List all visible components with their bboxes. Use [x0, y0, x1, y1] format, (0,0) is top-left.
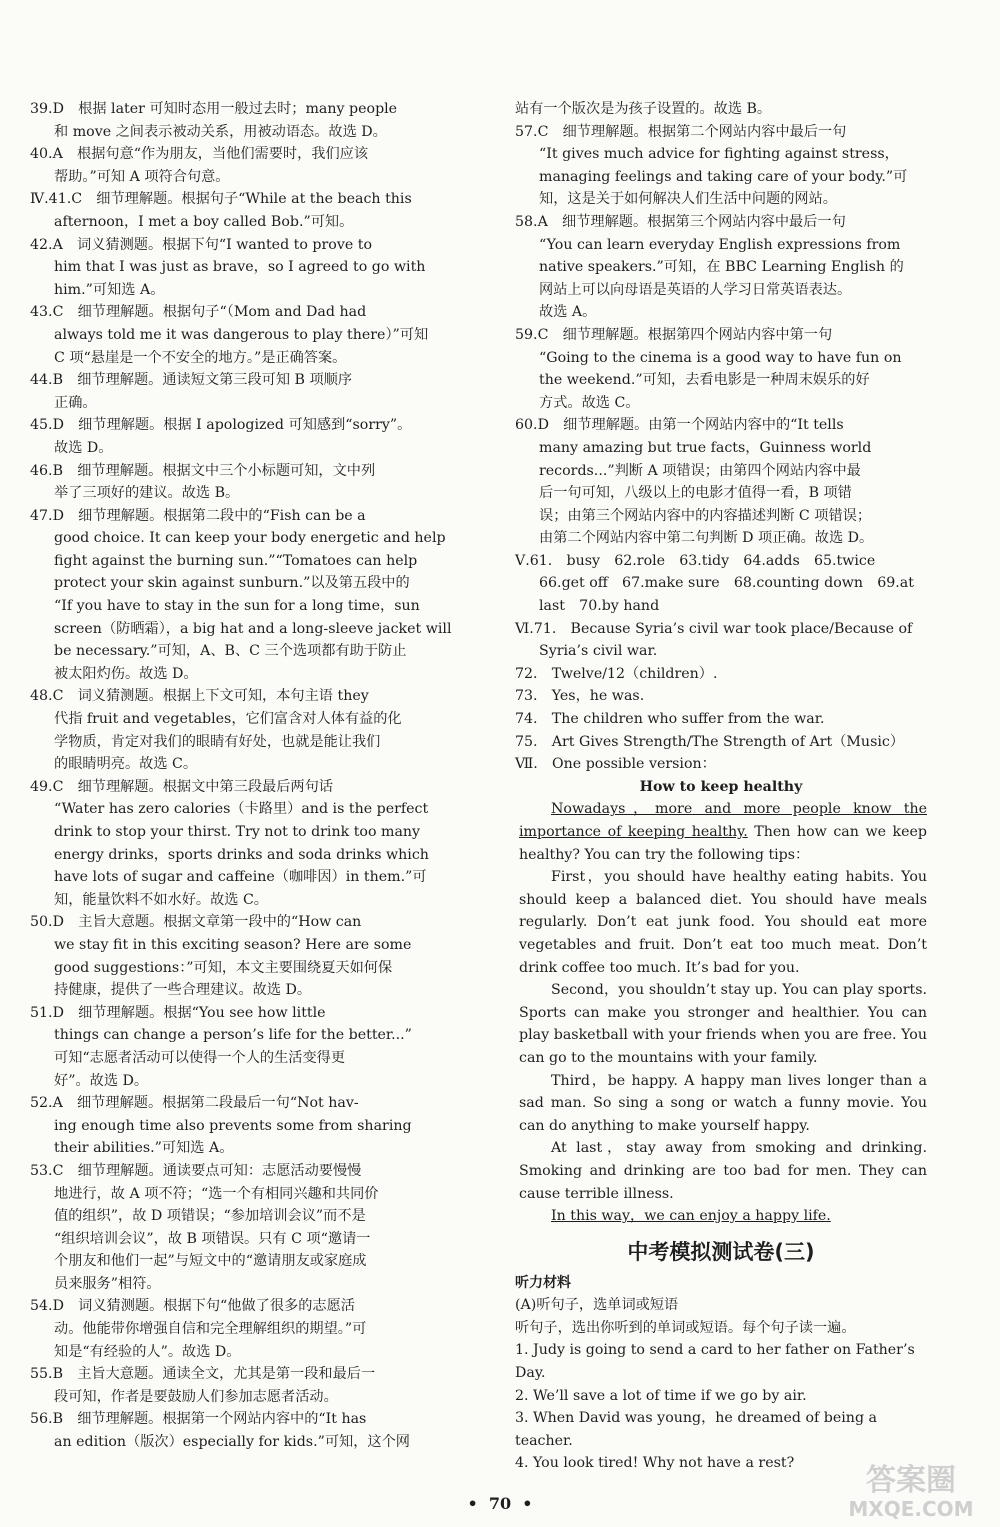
answer-text: 段可知，作者是要鼓励人们参加志愿者活动。 — [54, 1388, 338, 1405]
answer-continuation — [30, 550, 462, 573]
answer-line — [515, 121, 927, 144]
answer-item — [515, 324, 927, 414]
answer-continuation — [515, 640, 927, 663]
answer-item — [30, 505, 462, 686]
answer-number: 74. — [515, 711, 552, 728]
answer-text: 细节理解题。根据第二段中的“Fish can be a — [78, 507, 366, 524]
answer-line — [30, 188, 462, 211]
answer-text: 代指 fruit and vegetables，它们富含对人体有益的化 — [54, 711, 402, 728]
answer-continuation — [30, 595, 462, 618]
answer-item — [515, 708, 927, 731]
answer-line — [30, 1092, 462, 1115]
answer-item — [515, 550, 927, 618]
answer-text: 动。他能带你增强自信和完全理解组织的期望。”可 — [54, 1321, 367, 1338]
answer-text: him.”可知选 A。 — [54, 281, 165, 298]
answer-number: 49.C — [30, 778, 78, 795]
answer-text: 故选 A。 — [539, 304, 597, 321]
answer-line — [30, 414, 462, 437]
answer-item — [515, 753, 927, 776]
answer-text: “组织培训会议”，故 B 项错误。只有 C 项“邀请一 — [54, 1230, 371, 1247]
answer-continuation — [30, 1183, 462, 1206]
answer-text: 个朋友和他们一起”与短文中的“邀请朋友或家庭成 — [54, 1253, 367, 1270]
answer-item — [30, 460, 462, 505]
answer-text: Twelve/12（children）. — [551, 665, 718, 682]
answer-continuation — [30, 347, 462, 370]
answer-continuation — [30, 121, 462, 144]
answer-line — [30, 776, 462, 799]
answer-line — [30, 685, 462, 708]
page-number-value: 70 — [488, 1494, 512, 1513]
answer-item — [30, 911, 462, 1001]
answer-text: 根据句意“作为朋友，当他们需要时，我们应该 — [77, 146, 369, 163]
answer-line — [30, 505, 462, 528]
answer-continuation — [30, 527, 462, 550]
answer-item — [515, 121, 927, 211]
answer-text: 66.get off 67.make sure 68.counting down 69.at — [539, 575, 914, 592]
answer-number: Ⅳ.41.C — [30, 191, 97, 208]
answer-continuation — [30, 866, 462, 889]
answer-text: “Water has zero calories（卡路里）and is the perfect — [54, 801, 429, 818]
essay-paragraph-2: First，you should have healthy eating habits. You should keep a balanced diet. You should have meals regularly. Don’t eat junk food. You should eat more vegetables and fruit. Don’t eat too much meat. Don’t drink coffee too much. It’s bad for you. — [519, 869, 927, 976]
answer-text: 举了三项好的建议。故选 B。 — [54, 485, 240, 502]
answer-text: good suggestions：”可知，本文主要围绕夏天如何保 — [54, 959, 393, 976]
answer-text: 网站上可以向母语是英语的人学习日常英语表达。 — [539, 281, 852, 298]
answer-text: Yes，he was. — [551, 688, 645, 705]
answer-continuation — [515, 234, 927, 257]
answer-text: 细节理解题。由第一个网站内容中的“It tells — [563, 417, 844, 434]
answer-text: 后一句可知，八级以上的电影才值得一看，B 项错 — [539, 485, 852, 502]
answer-line — [30, 234, 462, 257]
listening-sentence: 2. We’ll save a lot of time if we go by air. — [515, 1387, 807, 1404]
answer-item — [515, 98, 927, 121]
answer-text: “If you have to stay in the sun for a long time，sun — [54, 598, 420, 615]
answer-continuation — [30, 618, 462, 641]
answer-continuation — [515, 595, 927, 618]
answer-continuation — [30, 572, 462, 595]
answer-item — [30, 1363, 462, 1408]
answer-text: Art Gives Strength/The Strength of Art（Music） — [551, 733, 905, 750]
answer-continuation — [30, 934, 462, 957]
answer-text: 细节理解题。根据文中第三段最后两句话 — [77, 778, 333, 795]
answer-text: 的眼睛明亮。故选 C。 — [54, 756, 198, 773]
answer-text: 细节理解题。根据 I apologized 可知感到“sorry”。 — [78, 417, 412, 434]
answer-text: 站有一个版次是为孩子设置的。故选 B。 — [515, 101, 772, 117]
answer-line — [515, 663, 927, 686]
answer-line — [515, 550, 927, 573]
answer-number: 48.C — [30, 688, 78, 705]
answer-number: 40.A — [30, 146, 77, 163]
answer-text: 词义猜测题。根据下句“I wanted to prove to — [77, 236, 372, 253]
answer-text: 细节理解题。根据第一个网站内容中的“It has — [77, 1411, 367, 1428]
listening-sentence: 1. Judy is going to send a card to her father on Father’s Day. — [515, 1342, 915, 1382]
answer-continuation — [30, 708, 462, 731]
answer-continuation — [515, 572, 927, 595]
answer-continuation — [30, 1386, 462, 1409]
essay-closing-underlined: In this way，we can enjoy a happy life. — [551, 1208, 831, 1225]
answer-continuation — [30, 482, 462, 505]
answer-number: 52.A — [30, 1095, 77, 1112]
answer-text: 可知“志愿者活动可以使得一个人的生活变得更 — [54, 1049, 346, 1066]
answer-text: Because Syria’s civil war took place/Because of — [570, 620, 913, 637]
answer-text: ing enough time also prevents some from sharing — [54, 1117, 412, 1134]
answer-continuation — [30, 957, 462, 980]
answer-text: the weekend.”可知，去看电影是一种周末娱乐的好 — [539, 372, 870, 389]
answer-continuation — [30, 392, 462, 415]
answer-text: 好”。故选 D。 — [54, 1072, 149, 1089]
answer-line — [30, 1295, 462, 1318]
answer-text: 知是“有经验的人”。故选 D。 — [54, 1343, 241, 1360]
answer-text: Syria’s civil war. — [539, 643, 658, 660]
answer-text: 故选 D。 — [54, 439, 113, 456]
answer-text: we stay fit in this exciting season? Here are some — [54, 936, 412, 953]
answer-item — [515, 685, 927, 708]
answer-number: 51.D — [30, 1004, 79, 1021]
answer-number: 58.A — [515, 213, 562, 230]
answer-text: 细节理解题。根据第二段最后一句“Not hav- — [77, 1095, 359, 1112]
right-column — [515, 98, 927, 1475]
answer-text: fight against the burning sun.”“Tomatoes can help — [54, 552, 418, 569]
answer-continuation — [30, 256, 462, 279]
answer-text: One possible version： — [552, 756, 716, 773]
answer-text: energy drinks，sports drinks and soda drinks which — [54, 846, 429, 863]
answer-number: 46.B — [30, 462, 78, 479]
answer-continuation — [30, 844, 462, 867]
answer-number: 45.D — [30, 417, 79, 434]
essay-title: How to keep healthy — [639, 778, 803, 795]
answer-continuation — [30, 279, 462, 302]
answer-number: 50.D — [30, 914, 79, 931]
answer-continuation — [515, 256, 927, 279]
answer-number: 56.B — [30, 1411, 78, 1428]
answer-text: 细节理解题。通读短文第三段可知 B 项顺序 — [77, 372, 353, 389]
answer-item — [30, 143, 462, 188]
answer-item — [30, 685, 462, 775]
answer-number: 72. — [515, 665, 552, 682]
answer-continuation — [30, 1273, 462, 1296]
answer-item — [30, 1408, 462, 1453]
answer-item — [30, 1092, 462, 1160]
section-a-heading: (A)听句子，选单词或短语 — [515, 1297, 679, 1314]
answer-text: drink to stop your thirst. Try not to drink too many — [54, 824, 421, 840]
answer-item — [30, 234, 462, 302]
answer-line — [515, 324, 927, 347]
answer-continuation — [515, 482, 927, 505]
answer-continuation — [30, 324, 462, 347]
answer-text: afternoon，I met a boy called Bob.”可知。 — [54, 213, 354, 230]
answer-text: “It gives much advice for fighting against stress， — [539, 146, 899, 163]
answer-text: 由第二个网站内容中第二句判断 D 项正确。故选 D。 — [539, 530, 874, 547]
answer-line — [30, 301, 462, 324]
answer-continuation — [30, 1318, 462, 1341]
answer-continuation — [30, 1024, 462, 1047]
answer-continuation — [30, 1431, 462, 1454]
answer-text: good choice. It can keep your body energetic and help — [54, 530, 446, 547]
answer-text: managing feelings and taking care of your body.”可 — [539, 168, 908, 185]
answer-text: 细节理解题。根据句子“（Mom and Dad had — [77, 304, 367, 321]
answer-line — [30, 1160, 462, 1183]
answer-continuation — [30, 1228, 462, 1251]
answer-line — [515, 753, 927, 776]
answer-line — [30, 143, 462, 166]
listening-heading: 听力材料 — [515, 1274, 571, 1291]
answer-continuation — [515, 188, 927, 211]
answer-continuation — [30, 821, 462, 844]
answer-text: 方式。故选 C。 — [539, 394, 640, 411]
svg-text:MXQE.COM: MXQE.COM — [848, 1497, 974, 1521]
answer-number: 39.D — [30, 101, 79, 117]
answer-continuation — [30, 211, 462, 234]
mock-test-title: 中考模拟测试卷(三) — [627, 1239, 815, 1264]
left-column — [30, 98, 462, 1454]
answer-continuation — [515, 301, 927, 324]
answer-text: 正确。 — [54, 394, 97, 411]
answer-continuation — [30, 979, 462, 1002]
answer-number: 55.B — [30, 1366, 78, 1383]
answer-text: him that I was just as brave，so I agreed to go with — [54, 259, 426, 276]
answer-line — [515, 211, 927, 234]
answer-item — [515, 663, 927, 686]
answer-continuation — [30, 889, 462, 912]
answer-continuation — [30, 731, 462, 754]
answer-text: screen（防晒霜），a big hat and a long-sleeve jacket will — [54, 620, 452, 637]
answer-item — [515, 414, 927, 550]
answer-continuation — [515, 437, 927, 460]
answer-continuation — [30, 1137, 462, 1160]
answer-text: 学物质，肯定对我们的眼睛有好处，也就是能让我们 — [54, 733, 381, 750]
answer-line — [515, 731, 927, 754]
answer-line — [30, 369, 462, 392]
answer-number: 59.C — [515, 326, 563, 343]
listening-sentences — [515, 1339, 927, 1475]
answer-item — [30, 776, 462, 912]
answer-text: last 70.by hand — [539, 598, 660, 615]
answer-text: have lots of sugar and caffeine（咖啡因）in them.”可 — [54, 869, 427, 886]
svg-text:答案圈: 答案圈 — [866, 1463, 956, 1498]
answer-number: Ⅶ. — [515, 756, 553, 773]
answer-text: 主旨大意题。通读全文，尤其是第一段和最后一 — [77, 1366, 376, 1383]
answer-line — [30, 98, 462, 121]
answer-text: records...”判断 A 项错误；由第四个网站内容中最 — [539, 462, 861, 479]
essay-paragraph-6 — [515, 1205, 927, 1228]
answer-text: native speakers.”可知，在 BBC Learning English 的 — [539, 259, 904, 276]
essay-paragraph-1 — [515, 798, 927, 866]
answer-number: Ⅴ.61. — [515, 552, 567, 569]
answer-continuation — [515, 392, 927, 415]
answer-text: 和 move 之间表示被动关系，用被动语态。故选 D。 — [54, 123, 387, 140]
answer-continuation — [30, 640, 462, 663]
answer-text: 细节理解题。根据文中三个小标题可知，文中列 — [77, 462, 376, 479]
answer-text: 细节理解题。根据第四个网站内容中第一句 — [562, 326, 833, 343]
answer-number: 43.C — [30, 304, 78, 321]
answer-number: 73. — [515, 688, 552, 705]
answer-continuation — [30, 753, 462, 776]
answer-continuation — [515, 369, 927, 392]
answer-item — [30, 188, 462, 233]
answer-continuation — [515, 460, 927, 483]
answer-text: their abilities.”可知选 A。 — [54, 1140, 234, 1157]
answer-number: 75. — [515, 733, 552, 750]
answer-item — [30, 1002, 462, 1092]
answer-list-right — [515, 98, 927, 776]
answer-continuation — [515, 166, 927, 189]
answer-number: 60.D — [515, 417, 564, 434]
answer-text: an edition（版次）especially for kids.”可知，这个网 — [54, 1434, 410, 1451]
answer-text: many amazing but true facts，Guinness world — [539, 439, 872, 456]
answer-line — [515, 685, 927, 708]
answer-line — [30, 911, 462, 934]
answer-continuation — [515, 143, 927, 166]
page-number: • 70 • — [467, 1494, 533, 1513]
answer-text: “You can learn everyday English expressions from — [539, 236, 901, 253]
answer-number: 57.C — [515, 123, 563, 140]
listening-sentence: 4. You look tired! Why not have a rest? — [515, 1455, 795, 1472]
answer-text: protect your skin against sunburn.”以及第五段中的 — [54, 575, 410, 592]
answer-line — [515, 708, 927, 731]
answer-text: 帮助。”可知 A 项符合句意。 — [54, 168, 230, 185]
answer-text: busy 62.role 63.tidy 64.adds 65.twice — [566, 552, 876, 569]
answer-item — [30, 369, 462, 414]
answer-item — [30, 414, 462, 459]
listening-sentence: 3. When David was young，he dreamed of being a teacher. — [515, 1410, 877, 1449]
answer-item — [30, 301, 462, 369]
answer-line — [30, 1363, 462, 1386]
answer-continuation — [30, 166, 462, 189]
answer-text: be necessary.”可知，A、B、C 三个选项都有助于防止 — [54, 643, 407, 660]
answer-number: 42.A — [30, 236, 77, 253]
answer-text: 知，能量饮料不如水好。故选 C。 — [54, 891, 268, 908]
watermark-logo — [826, 1458, 996, 1522]
answer-text: 细节理解题。根据“You see how little — [78, 1004, 326, 1021]
answer-continuation — [30, 1070, 462, 1093]
answer-line — [30, 1408, 462, 1431]
answer-item — [515, 211, 927, 324]
answer-continuation — [515, 505, 927, 528]
answer-continuation — [30, 1341, 462, 1364]
answer-continuation — [30, 1115, 462, 1138]
essay-opening-rest: Then how can we keep healthy? You can try the following tips： — [519, 824, 928, 863]
answer-continuation — [30, 798, 462, 821]
essay-paragraph-5: At last，stay away from smoking and drinking. Smoking and drinking are too bad for men. They can cause terrible illness. — [519, 1140, 927, 1202]
answer-text: always told me it was dangerous to play there）”可知 — [54, 326, 429, 343]
answer-text: things can change a person’s life for the better...” — [54, 1027, 412, 1044]
answer-continuation — [515, 98, 927, 121]
answer-line — [30, 460, 462, 483]
answer-text: “Going to the cinema is a good way to have fun on — [539, 349, 902, 366]
answer-item — [515, 731, 927, 754]
answer-line — [515, 414, 927, 437]
answer-number: 53.C — [30, 1162, 78, 1179]
answer-text: C 项“悬崖是一个不安全的地方。”是正确答案。 — [54, 349, 347, 366]
answer-text: The children who suffer from the war. — [551, 711, 825, 728]
answer-item — [30, 1295, 462, 1363]
answer-text: 根据 later 可知时态用一般过去时；many people — [78, 101, 398, 117]
answer-text: 主旨大意题。根据文章第一段中的“How can — [78, 914, 362, 931]
essay-opening-underlined: Nowadays，more and more people know the importance of keeping healthy. — [519, 801, 927, 840]
answer-text: 细节理解题。根据第二个网站内容中最后一句 — [562, 123, 847, 140]
essay-paragraph-3: Second，you shouldn’t stay up. You can play sports. Sports can make you stronger and healthier. You can play basketball with your friends when you are free. You can go to the mountains with your family. — [519, 982, 927, 1066]
answer-item — [30, 98, 462, 143]
answer-continuation — [30, 1250, 462, 1273]
answer-continuation — [30, 663, 462, 686]
answer-line — [30, 1002, 462, 1025]
answer-line — [515, 618, 927, 641]
answer-text: 细节理解题。根据第三个网站内容中最后一句 — [562, 213, 846, 230]
answer-item — [515, 618, 927, 663]
essay-paragraph-4: Third，be happy. A happy man lives longer than a sad man. So sing a song or watch a funny movie. You can do anything to make yourself happy. — [519, 1072, 927, 1134]
answer-number: Ⅵ.71. — [515, 620, 571, 637]
answer-number: 54.D — [30, 1298, 79, 1315]
answer-text: 词义猜测题。根据上下文可知，本句主语 they — [77, 688, 369, 705]
answer-item — [30, 1160, 462, 1296]
answer-text: 细节理解题。根据句子“While at the beach this — [96, 191, 412, 208]
answer-text: 员来服务”相符。 — [54, 1275, 161, 1292]
listening-instruction: 听句子，选出你听到的单词或短语。每个句子读一遍。 — [515, 1319, 856, 1336]
answer-continuation — [30, 1047, 462, 1070]
answer-text: 被太阳灼伤。故选 D。 — [54, 665, 198, 682]
answer-continuation — [30, 437, 462, 460]
answer-text: 持健康，提供了一些合理建议。故选 D。 — [54, 982, 312, 999]
answer-continuation — [515, 347, 927, 370]
answer-continuation — [515, 527, 927, 550]
answer-text: 知，这是关于如何解决人们生活中问题的网站。 — [539, 191, 837, 208]
answer-text: 值的组织”，故 D 项错误；“参加培训会议”而不是 — [54, 1208, 366, 1225]
answer-text: 细节理解题。通读要点可知：志愿活动要慢慢 — [77, 1162, 362, 1179]
answer-text: 误；由第三个网站内容中的内容描述判断 C 项错误； — [539, 507, 872, 524]
answer-text: 地进行，故 A 项不符；“选一个有相同兴趣和共同价 — [54, 1185, 379, 1202]
answer-number: 44.B — [30, 372, 78, 389]
answer-number: 47.D — [30, 507, 79, 524]
answer-continuation — [30, 1205, 462, 1228]
answer-continuation — [515, 279, 927, 302]
answer-text: 词义猜测题。根据下句“他做了很多的志愿活 — [78, 1298, 355, 1315]
